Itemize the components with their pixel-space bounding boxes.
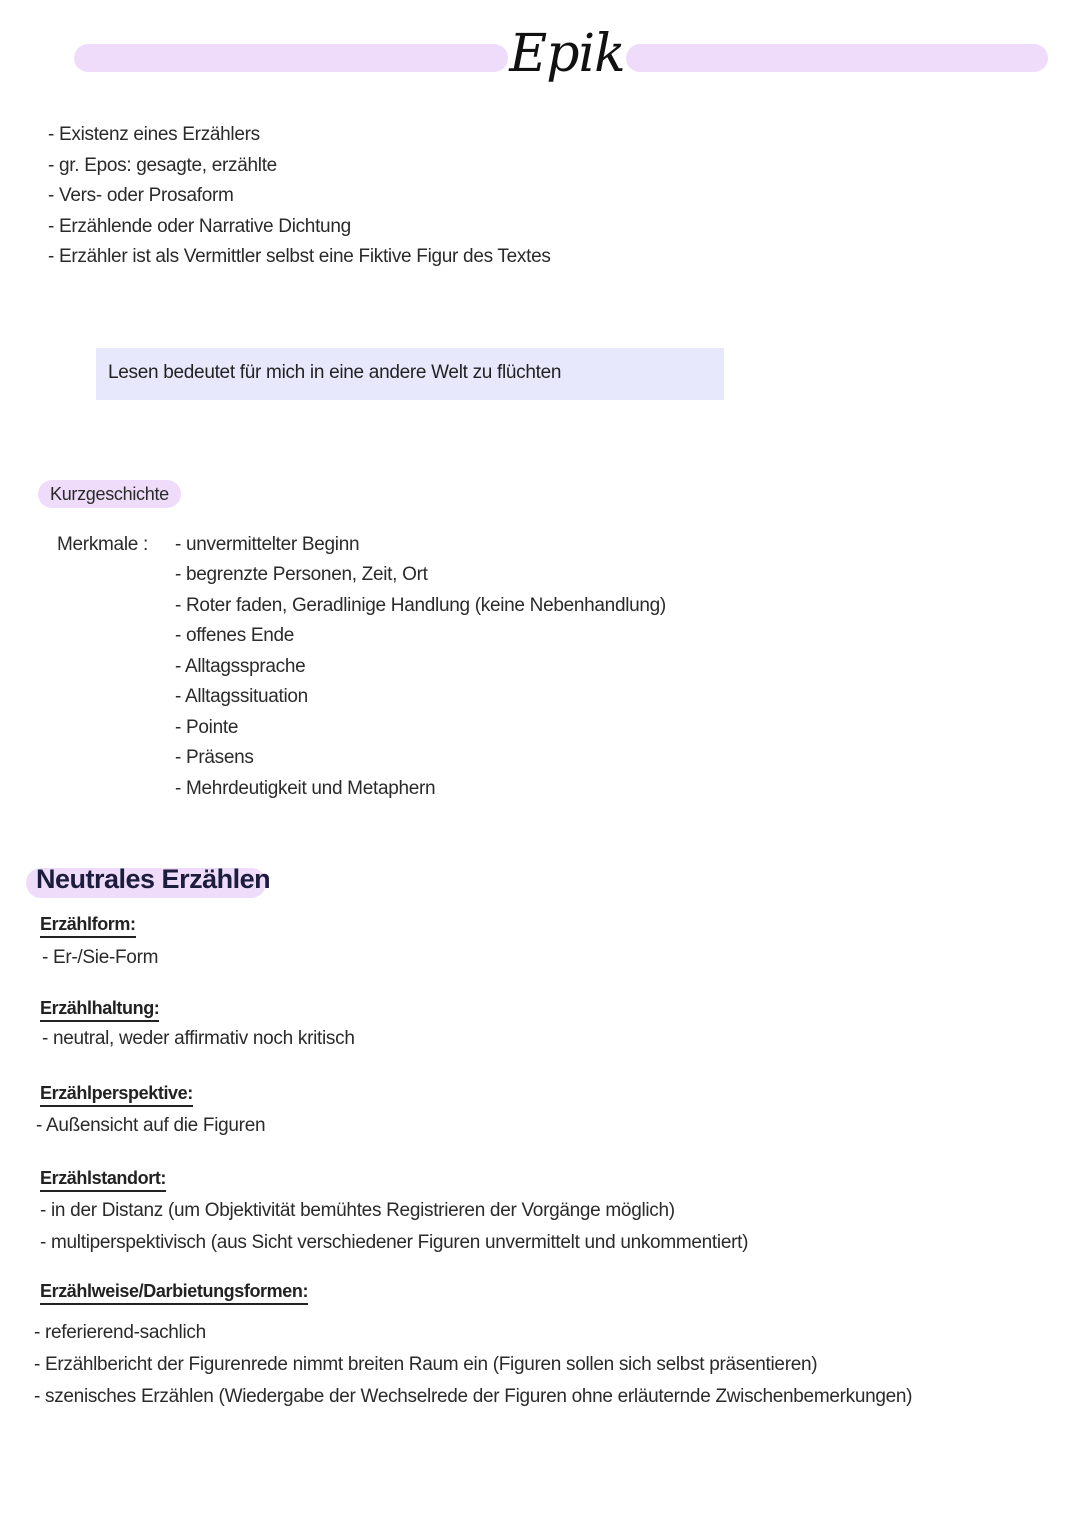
subsection-line: - szenisches Erzählen (Wiedergabe der Wechselrede der Figuren ohne erläuternde Zwischenbemerkungen): [34, 1386, 913, 1407]
intro-item: - Erzähler ist als Vermittler selbst eine Fiktive Figur des Textes: [48, 246, 551, 267]
subsection-line: - referierend-sachlich: [34, 1322, 206, 1343]
subsection-line: - Erzählbericht der Figurenrede nimmt breiten Raum ein (Figuren sollen sich selbst präsentieren): [34, 1354, 818, 1375]
subsection-line: - Außensicht auf die Figuren: [36, 1115, 266, 1136]
page-title: Epik: [509, 24, 625, 84]
subsection-line: - multiperspektivisch (aus Sicht verschiedener Figuren unvermittelt und unkommentiert): [40, 1232, 749, 1253]
merkmal-item: - Alltagssprache: [175, 656, 306, 677]
merkmal-item: - begrenzte Personen, Zeit, Ort: [175, 564, 428, 585]
intro-item: - gr. Epos: gesagte, erzählte: [48, 155, 277, 176]
subsection-line: - neutral, weder affirmativ noch kritisch: [42, 1028, 355, 1049]
section-heading: Neutrales Erzählen: [36, 864, 271, 894]
merkmal-item: - Pointe: [175, 717, 239, 738]
header-bar-left: [74, 44, 508, 72]
intro-item: - Vers- oder Prosaform: [48, 185, 234, 206]
subsection-line: - in der Distanz (um Objektivität bemühtes Registrieren der Vorgänge möglich): [40, 1200, 675, 1221]
merkmal-item: - Präsens: [175, 747, 254, 768]
subsection-line: - Er-/Sie-Form: [42, 947, 159, 968]
subsection-title-erzaehlform: Erzählform:: [40, 914, 136, 938]
intro-item: - Erzählende oder Narrative Dichtung: [48, 216, 351, 237]
subsection-title-erzaehlstandort: Erzählstandort:: [40, 1168, 166, 1192]
subsection-title-erzaehlweise: Erzählweise/Darbietungsformen:: [40, 1281, 308, 1305]
merkmal-item: - unvermittelter Beginn: [175, 534, 360, 555]
quote-box: [96, 348, 724, 400]
merkmal-item: - Alltagssituation: [175, 686, 308, 707]
subsection-title-erzaehlperspektive: Erzählperspektive:: [40, 1083, 193, 1107]
header-bar-right: [626, 44, 1048, 72]
merkmal-item: - Roter faden, Geradlinige Handlung (keine Nebenhandlung): [175, 595, 666, 616]
merkmal-item: - Mehrdeutigkeit und Metaphern: [175, 778, 436, 799]
merkmal-item: - offenes Ende: [175, 625, 295, 646]
merkmale-label: Merkmale :: [57, 534, 148, 555]
kurzgeschichte-label: Kurzgeschichte: [38, 480, 181, 508]
quote-text: Lesen bedeutet für mich in eine andere Welt zu flüchten: [108, 362, 562, 383]
intro-item: - Existenz eines Erzählers: [48, 124, 260, 145]
subsection-title-erzaehlhaltung: Erzählhaltung:: [40, 998, 159, 1022]
